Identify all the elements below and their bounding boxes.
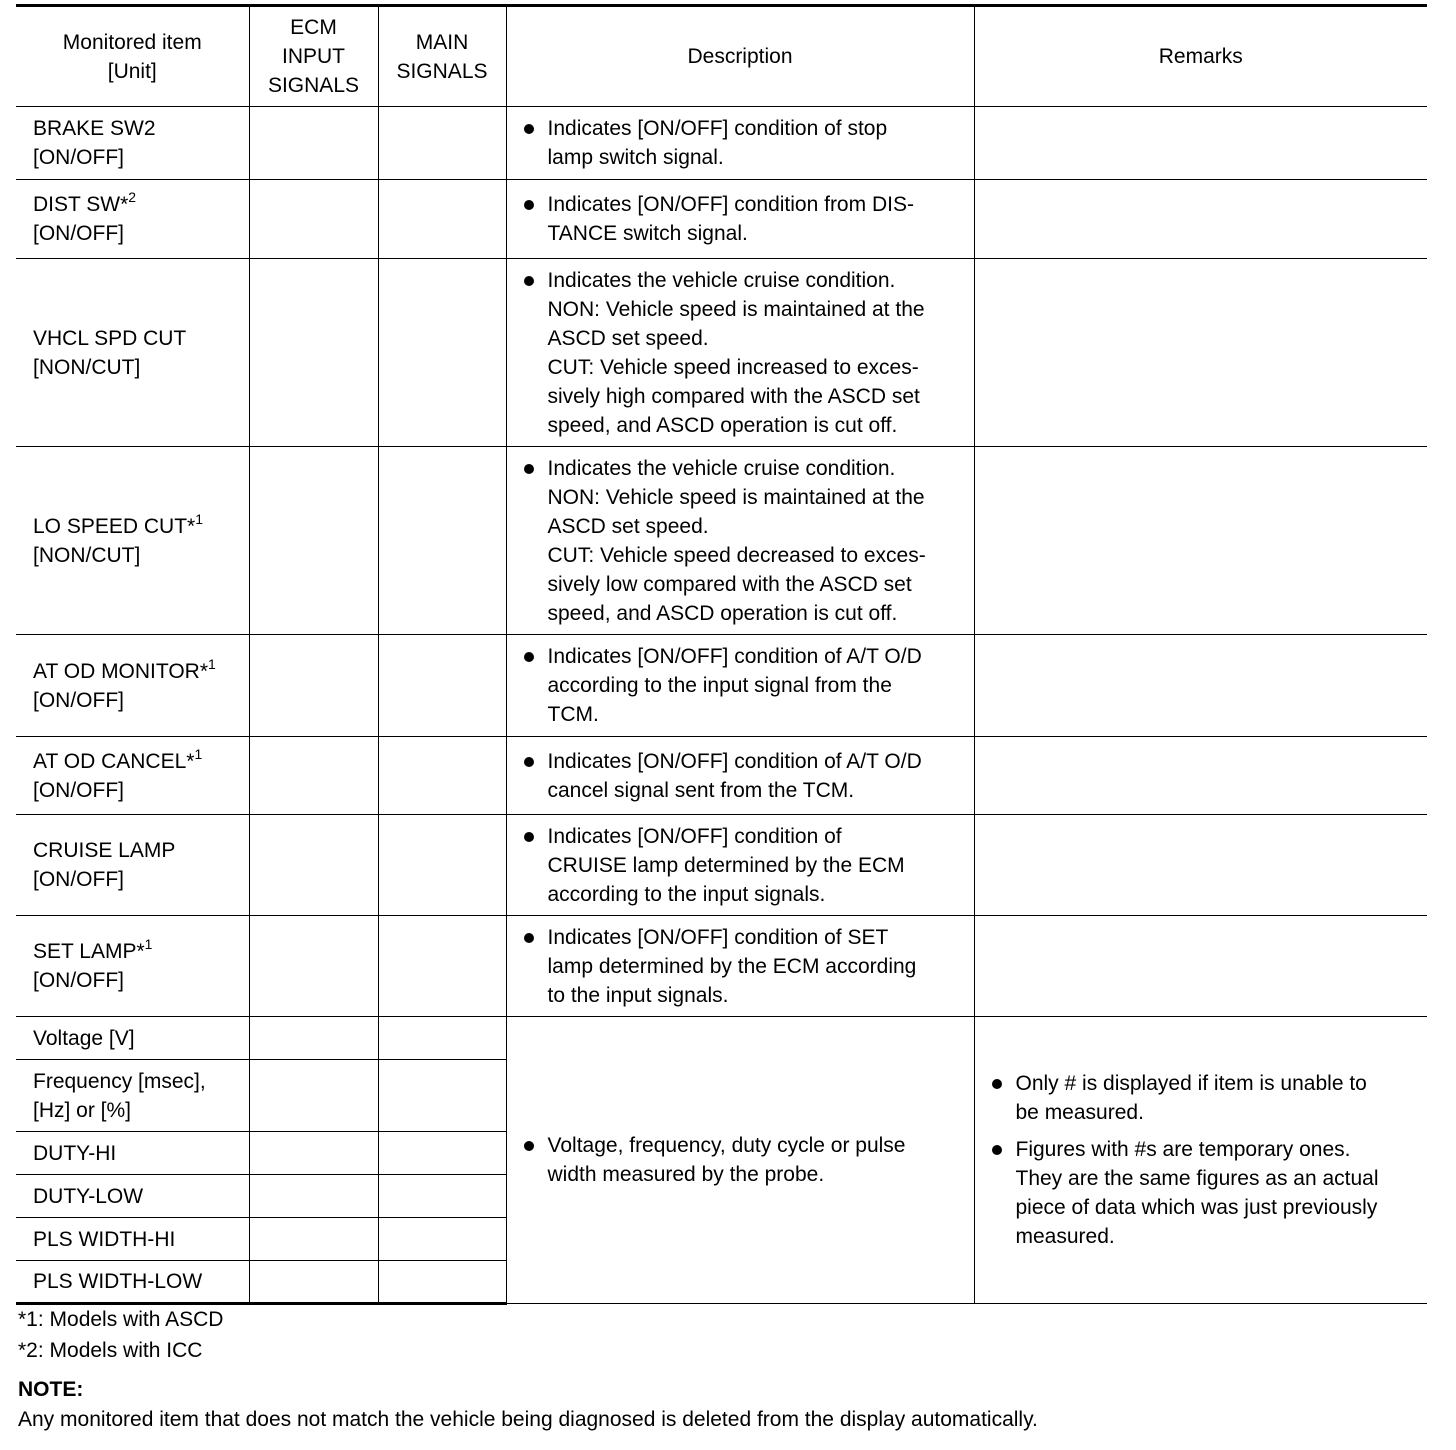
item-cell xyxy=(16,1261,249,1304)
main-signal-cell xyxy=(378,1017,506,1060)
ecm-input-cell xyxy=(249,737,378,815)
note-heading: NOTE: xyxy=(18,1378,84,1401)
bullet-icon xyxy=(524,933,534,943)
item-name: Voltage [V] xyxy=(33,1026,135,1050)
item-cell xyxy=(16,1175,249,1218)
bullet-icon xyxy=(524,124,534,134)
table-row xyxy=(16,737,1427,815)
remarks-cell xyxy=(974,447,1427,635)
description-cell: Indicates [ON/OFF] condition of A/T O/D according to the input signal from the TCM. xyxy=(506,635,974,737)
ecm-input-cell xyxy=(249,1017,378,1060)
remarks-cell xyxy=(974,107,1427,180)
item-cell xyxy=(16,635,249,737)
item-name: AT OD MONITOR* xyxy=(33,659,209,683)
description-cell: Indicates [ON/OFF] condition of SET lamp determined by the ECM according to the input signals. xyxy=(506,916,974,1017)
footnote-ref: 1 xyxy=(194,745,203,762)
header-monitored-item: Monitored item [Unit] xyxy=(16,6,249,107)
item-cell xyxy=(16,815,249,916)
ecm-input-cell xyxy=(249,1261,378,1304)
item-name: BRAKE SW2 xyxy=(33,117,156,140)
description-cell: Indicates the vehicle cruise condition. NON: Vehicle speed is maintained at the ASCD set speed. CUT: Vehicle speed increased to exces- sively high compared with the ASCD set speed, and ASCD operation is cut off. xyxy=(506,259,974,447)
main-signal-cell xyxy=(378,916,506,1017)
header-ecm-input-signals: ECM INPUT SIGNALS xyxy=(249,6,378,107)
description-cell: Indicates [ON/OFF] condition of stop lamp switch signal. xyxy=(506,107,974,180)
table-row xyxy=(16,180,1427,259)
bullet-icon xyxy=(524,757,534,767)
bullet-icon xyxy=(524,200,534,210)
description-cell: Indicates [ON/OFF] condition of A/T O/D cancel signal sent from the TCM. xyxy=(506,737,974,815)
item-name: AT OD CANCEL* xyxy=(33,749,195,773)
item-cell xyxy=(16,180,249,259)
item-name: DUTY-HI xyxy=(33,1141,117,1165)
item-cell xyxy=(16,1218,249,1261)
item-unit: [NON/CUT] xyxy=(33,355,141,379)
remarks-cell xyxy=(974,815,1427,916)
item-unit: [ON/OFF] xyxy=(33,222,124,245)
ecm-input-cell xyxy=(249,447,378,635)
main-signal-cell xyxy=(378,1132,506,1175)
main-signal-cell xyxy=(378,1261,506,1304)
table-row xyxy=(16,815,1427,916)
footnote-ref: 1 xyxy=(208,655,216,672)
main-signal-cell xyxy=(378,1218,506,1261)
item-name: DUTY-LOW xyxy=(33,1184,144,1208)
item-name: CRUISE LAMP xyxy=(33,839,176,862)
probe-remarks-cell xyxy=(974,1017,1427,1304)
table-row xyxy=(16,1017,1427,1060)
item-name: PLS WIDTH-LOW xyxy=(33,1270,203,1293)
bullet-icon xyxy=(524,1141,534,1151)
remark-text: Only # is displayed if item is unable to be measured. xyxy=(1015,1072,1367,1124)
description-cell: Indicates the vehicle cruise condition. NON: Vehicle speed is maintained at the ASCD set speed. CUT: Vehicle speed decreased to exces- sively low compared with the ASCD set speed, and ASCD operation is cut off. xyxy=(506,447,974,635)
footnote-ref: 2 xyxy=(128,189,137,205)
description-cell: Indicates [ON/OFF] condition of CRUISE lamp determined by the ECM according to the input signals. xyxy=(506,815,974,916)
ecm-input-cell xyxy=(249,916,378,1017)
ecm-input-cell xyxy=(249,1175,378,1218)
header-description: Description xyxy=(506,6,974,107)
item-cell xyxy=(16,1132,249,1175)
item-name: PLS WIDTH-HI xyxy=(33,1227,176,1251)
item-cell xyxy=(16,447,249,635)
bullet-icon xyxy=(524,276,534,286)
main-signal-cell xyxy=(378,259,506,447)
ecm-input-cell xyxy=(249,259,378,447)
item-name: Frequency [msec], [Hz] or [%] xyxy=(33,1069,206,1122)
table-row xyxy=(16,107,1427,180)
item-unit: [ON/OFF] xyxy=(33,688,124,712)
table-row xyxy=(16,259,1427,447)
remarks-cell xyxy=(974,180,1427,259)
footnote-1: *1: Models with ASCD xyxy=(18,1308,224,1331)
item-cell xyxy=(16,916,249,1017)
item-cell xyxy=(16,737,249,815)
item-name: SET LAMP* xyxy=(33,940,145,963)
footnote-ref: 1 xyxy=(195,510,204,527)
table-header-row xyxy=(16,6,1427,107)
remarks-cell xyxy=(974,635,1427,737)
main-signal-cell xyxy=(378,447,506,635)
item-cell xyxy=(16,1060,249,1132)
item-name: DIST SW* xyxy=(33,193,129,216)
remarks-cell xyxy=(974,916,1427,1017)
remarks-cell xyxy=(974,737,1427,815)
footnote-ref: 1 xyxy=(144,936,153,952)
main-signal-cell xyxy=(378,1175,506,1218)
bullet-icon xyxy=(992,1079,1002,1089)
monitor-item-table xyxy=(16,4,1427,1305)
description-cell: Indicates [ON/OFF] condition from DIS- TANCE switch signal. xyxy=(506,180,974,259)
header-remarks: Remarks xyxy=(974,6,1427,107)
remarks-cell xyxy=(974,259,1427,447)
item-unit: [ON/OFF] xyxy=(33,778,124,802)
ecm-input-cell xyxy=(249,635,378,737)
footnote-2: *2: Models with ICC xyxy=(18,1339,203,1362)
ecm-input-cell xyxy=(249,1132,378,1175)
item-cell xyxy=(16,107,249,180)
item-cell xyxy=(16,259,249,447)
ecm-input-cell xyxy=(249,815,378,916)
table-row xyxy=(16,447,1427,635)
item-name: LO SPEED CUT* xyxy=(33,514,196,538)
main-signal-cell xyxy=(378,107,506,180)
main-signal-cell xyxy=(378,180,506,259)
item-unit: [ON/OFF] xyxy=(33,868,124,891)
probe-description-cell: Voltage, frequency, duty cycle or pulse width measured by the probe. xyxy=(506,1017,974,1304)
main-signal-cell xyxy=(378,1060,506,1132)
table-row xyxy=(16,635,1427,737)
table-row xyxy=(16,916,1427,1017)
ecm-input-cell xyxy=(249,1218,378,1261)
item-unit: [ON/OFF] xyxy=(33,969,124,992)
bullet-icon xyxy=(524,832,534,842)
item-cell xyxy=(16,1017,249,1060)
bullet-icon xyxy=(524,652,534,662)
main-signal-cell xyxy=(378,815,506,916)
bullet-icon xyxy=(524,464,534,474)
ecm-input-cell xyxy=(249,1060,378,1132)
note-text: Any monitored item that does not match the vehicle being diagnosed is deleted from the display automatically. xyxy=(18,1408,1038,1431)
item-unit: [ON/OFF] xyxy=(33,146,124,169)
item-unit: [NON/CUT] xyxy=(33,543,141,567)
remark-text: Figures with #s are temporary ones. They are the same figures as an actual piece of data which was just previously measured. xyxy=(1015,1138,1379,1248)
ecm-input-cell xyxy=(249,180,378,259)
header-main-signals: MAIN SIGNALS xyxy=(378,6,506,107)
ecm-input-cell xyxy=(249,107,378,180)
main-signal-cell xyxy=(378,737,506,815)
item-name: VHCL SPD CUT xyxy=(33,326,187,350)
main-signal-cell xyxy=(378,635,506,737)
bullet-icon xyxy=(992,1145,1002,1155)
